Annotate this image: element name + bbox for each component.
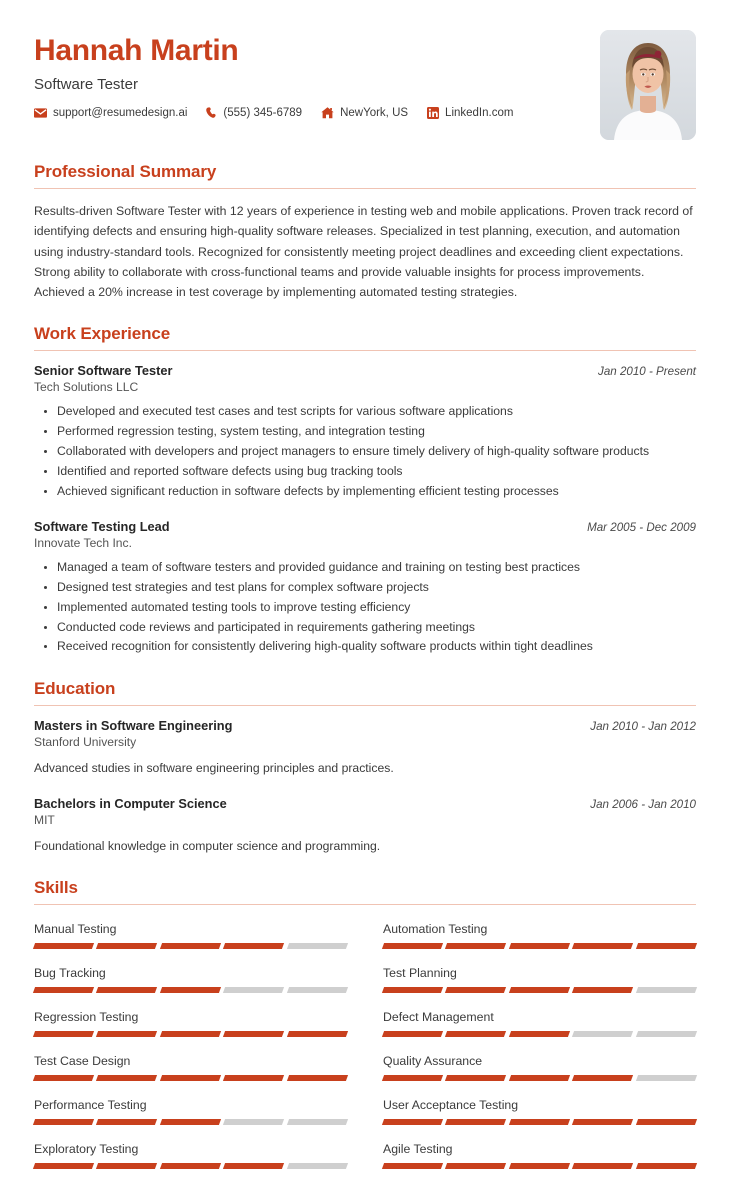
entry-organization: Stanford University: [34, 735, 137, 750]
skill-level-segment: [445, 1119, 507, 1125]
skill-level-segment: [636, 943, 698, 949]
skill-item: [34, 1049, 347, 1093]
skill-name: Exploratory Testing: [34, 1142, 139, 1157]
skill-item: [383, 917, 696, 961]
skill-level-segment: [636, 1031, 698, 1037]
skill-level-segment: [636, 1163, 698, 1169]
section-heading-skills: Skills: [34, 878, 78, 898]
skill-level-bar: [34, 1163, 347, 1169]
section-professional-summary: [34, 162, 696, 302]
skill-name: Agile Testing: [383, 1142, 453, 1157]
skill-level-segment: [382, 987, 444, 993]
skill-name: Automation Testing: [383, 922, 488, 937]
skill-level-segment: [445, 1075, 507, 1081]
work_experience-entry: [34, 363, 696, 501]
section-education: [34, 679, 696, 856]
skill-level-bar: [383, 1031, 696, 1037]
contact-location[interactable]: [321, 107, 408, 119]
skill-level-segment: [445, 987, 507, 993]
contact-email[interactable]: [34, 107, 187, 119]
contact-phone-text: (555) 345-6789: [223, 106, 303, 119]
entry-bullet-list: [34, 558, 696, 657]
header-left: [34, 30, 513, 119]
skill-item: [34, 917, 347, 961]
skill-level-segment: [636, 1119, 698, 1125]
entry-header: [34, 796, 696, 811]
work-entry-list: [34, 363, 696, 657]
skill-level-segment: [96, 987, 158, 993]
contact-row: [34, 107, 513, 119]
entry-description: Advanced studies in software engineering principles and practices.: [34, 761, 394, 776]
entry-role: Software Testing Lead: [34, 518, 170, 534]
resume-header: [34, 0, 696, 140]
contact-linkedin[interactable]: [427, 107, 513, 119]
skill-item: [383, 1049, 696, 1093]
skill-level-segment: [445, 1163, 507, 1169]
education-entry-list: [34, 718, 696, 856]
section-skills: [34, 878, 696, 1181]
skill-level-bar: [34, 1031, 347, 1037]
skill-level-segment: [96, 943, 158, 949]
skill-level-segment: [160, 1031, 222, 1037]
skill-level-segment: [223, 1075, 285, 1081]
skill-item: [383, 1093, 696, 1137]
skill-level-segment: [287, 1031, 349, 1037]
contact-location-text: NewYork, US: [340, 106, 409, 119]
home-icon: [321, 107, 334, 119]
summary-text: Results-driven Software Tester with 12 years of experience in testing web and mobile applications. Proven track record of identifying defects and ensuring high-quality software releases. Specialized in test planning, execution, and automation using industry-standard tools. Recognized for consistently meeting project deadlines and exceeding client expectations. Strong ability to collaborate with cross-functional teams and provide valuable insights for process improvements. Achieved a 20% increase in test coverage by implementing automated testing strategies.: [34, 204, 693, 300]
skill-level-segment: [223, 987, 285, 993]
entry-date: Jan 2006 - Jan 2010: [590, 797, 696, 811]
avatar: [600, 30, 696, 140]
entry-bullet: Implemented automated testing tools to improve testing efficiency: [57, 598, 696, 618]
skill-level-segment: [636, 987, 698, 993]
skill-level-bar: [383, 1119, 696, 1125]
skill-level-segment: [287, 987, 349, 993]
section-divider: [34, 904, 696, 905]
section-divider: [34, 705, 696, 706]
skill-name: User Acceptance Testing: [383, 1098, 519, 1113]
skill-item: [383, 1005, 696, 1049]
skill-level-segment: [223, 1031, 285, 1037]
skill-item: [34, 1093, 347, 1137]
skill-name: Quality Assurance: [383, 1054, 483, 1069]
linkedin-icon: [427, 107, 439, 119]
skill-level-segment: [382, 1075, 444, 1081]
skill-name: Regression Testing: [34, 1010, 139, 1025]
section-divider: [34, 188, 696, 189]
skill-level-segment: [287, 1119, 349, 1125]
skill-level-segment: [382, 1031, 444, 1037]
skill-name: Manual Testing: [34, 922, 117, 937]
contact-linkedin-text: LinkedIn.com: [445, 106, 514, 119]
skill-level-segment: [160, 943, 222, 949]
entry-date: Jan 2010 - Jan 2012: [590, 720, 696, 734]
contact-phone[interactable]: [206, 107, 302, 119]
entry-header: [34, 519, 696, 534]
skill-name: Test Case Design: [34, 1054, 131, 1069]
contact-email-text: support@resumedesign.ai: [53, 106, 188, 119]
skill-level-segment: [509, 1031, 571, 1037]
skill-level-segment: [160, 1119, 222, 1125]
skill-level-bar: [383, 1163, 696, 1169]
entry-bullet: Achieved significant reduction in software defects by implementing efficient testing processes: [57, 482, 696, 502]
skill-level-segment: [160, 987, 222, 993]
skill-level-segment: [223, 1119, 285, 1125]
skill-level-segment: [33, 1119, 95, 1125]
skill-name: Test Planning: [383, 966, 457, 981]
page-title: Hannah Martin: [34, 34, 239, 67]
entry-bullet: Conducted code reviews and participated in requirements gathering meetings: [57, 618, 696, 638]
entry-bullet: Developed and executed test cases and test scripts for various software applications: [57, 402, 696, 422]
skill-level-segment: [223, 943, 285, 949]
entry-organization: Innovate Tech Inc.: [34, 535, 132, 550]
entry-bullet-list: [34, 402, 696, 501]
section-heading-work: Work Experience: [34, 324, 171, 344]
envelope-icon: [34, 108, 47, 118]
skill-level-bar: [383, 987, 696, 993]
entry-role: Masters in Software Engineering: [34, 718, 233, 734]
skill-level-segment: [445, 943, 507, 949]
section-divider: [34, 350, 696, 351]
skill-item: [383, 961, 696, 1005]
work_experience-entry: [34, 519, 696, 657]
skill-level-bar: [34, 1119, 347, 1125]
skill-name: Performance Testing: [34, 1098, 147, 1113]
skill-level-segment: [160, 1163, 222, 1169]
skill-level-bar: [383, 1075, 696, 1081]
skill-level-bar: [383, 943, 696, 949]
skill-level-segment: [382, 1119, 444, 1125]
skill-level-segment: [509, 1163, 571, 1169]
skill-level-segment: [445, 1031, 507, 1037]
skill-level-segment: [287, 1163, 349, 1169]
skill-item: [34, 1005, 347, 1049]
entry-bullet: Identified and reported software defects using bug tracking tools: [57, 462, 696, 482]
skills-grid: [34, 917, 696, 1181]
skill-level-segment: [636, 1075, 698, 1081]
entry-role: Senior Software Tester: [34, 363, 173, 379]
skill-level-segment: [509, 1075, 571, 1081]
profile-photo-illustration: [600, 30, 696, 140]
skill-level-bar: [34, 943, 347, 949]
skill-level-segment: [33, 987, 95, 993]
skill-name: Defect Management: [383, 1010, 494, 1025]
skill-level-segment: [96, 1119, 158, 1125]
entry-organization: MIT: [34, 812, 55, 827]
entry-description: Foundational knowledge in computer science and programming.: [34, 838, 381, 853]
skill-item: [34, 961, 347, 1005]
skill-name: Bug Tracking: [34, 966, 106, 981]
skill-item: [383, 1137, 696, 1181]
entry-bullet: Performed regression testing, system testing, and integration testing: [57, 422, 696, 442]
skill-level-segment: [572, 1075, 634, 1081]
entry-bullet: Collaborated with developers and project managers to ensure timely delivery of high-quality software products: [57, 442, 696, 462]
phone-icon: [206, 107, 217, 119]
entry-date: Mar 2005 - Dec 2009: [587, 520, 696, 534]
entry-bullet: Designed test strategies and test plans for complex software projects: [57, 578, 696, 598]
skill-level-segment: [572, 943, 634, 949]
skill-level-segment: [509, 1119, 571, 1125]
entry-bullet: Received recognition for consistently delivering high-quality software products within tight deadlines: [57, 637, 696, 657]
skill-level-segment: [572, 987, 634, 993]
skill-item: [34, 1137, 347, 1181]
skill-level-bar: [34, 987, 347, 993]
entry-bullet: Managed a team of software testers and provided guidance and training on testing best practices: [57, 558, 696, 578]
skill-level-segment: [160, 1075, 222, 1081]
skill-level-segment: [96, 1031, 158, 1037]
entry-header: [34, 363, 696, 378]
skill-level-segment: [572, 1119, 634, 1125]
skill-level-segment: [382, 1163, 444, 1169]
skill-level-segment: [509, 987, 571, 993]
job-title: Software Tester: [34, 75, 138, 93]
entry-role: Bachelors in Computer Science: [34, 795, 227, 811]
education-entry: [34, 718, 696, 779]
entry-organization: Tech Solutions LLC: [34, 380, 139, 395]
skill-level-segment: [33, 1075, 95, 1081]
skill-level-segment: [287, 943, 349, 949]
skill-level-segment: [33, 1163, 95, 1169]
skill-level-segment: [33, 1031, 95, 1037]
skill-level-segment: [287, 1075, 349, 1081]
skill-level-segment: [96, 1075, 158, 1081]
skill-level-bar: [34, 1075, 347, 1081]
skill-level-segment: [33, 943, 95, 949]
section-heading-summary: Professional Summary: [34, 162, 217, 181]
skill-level-segment: [96, 1163, 158, 1169]
skill-level-segment: [509, 943, 571, 949]
skill-level-segment: [223, 1163, 285, 1169]
skill-level-segment: [572, 1031, 634, 1037]
entry-date: Jan 2010 - Present: [598, 365, 696, 379]
skill-level-segment: [382, 943, 444, 949]
education-entry: [34, 796, 696, 857]
section-work-experience: [34, 324, 696, 657]
section-heading-education: Education: [34, 679, 116, 699]
entry-header: [34, 718, 696, 733]
skill-level-segment: [572, 1163, 634, 1169]
